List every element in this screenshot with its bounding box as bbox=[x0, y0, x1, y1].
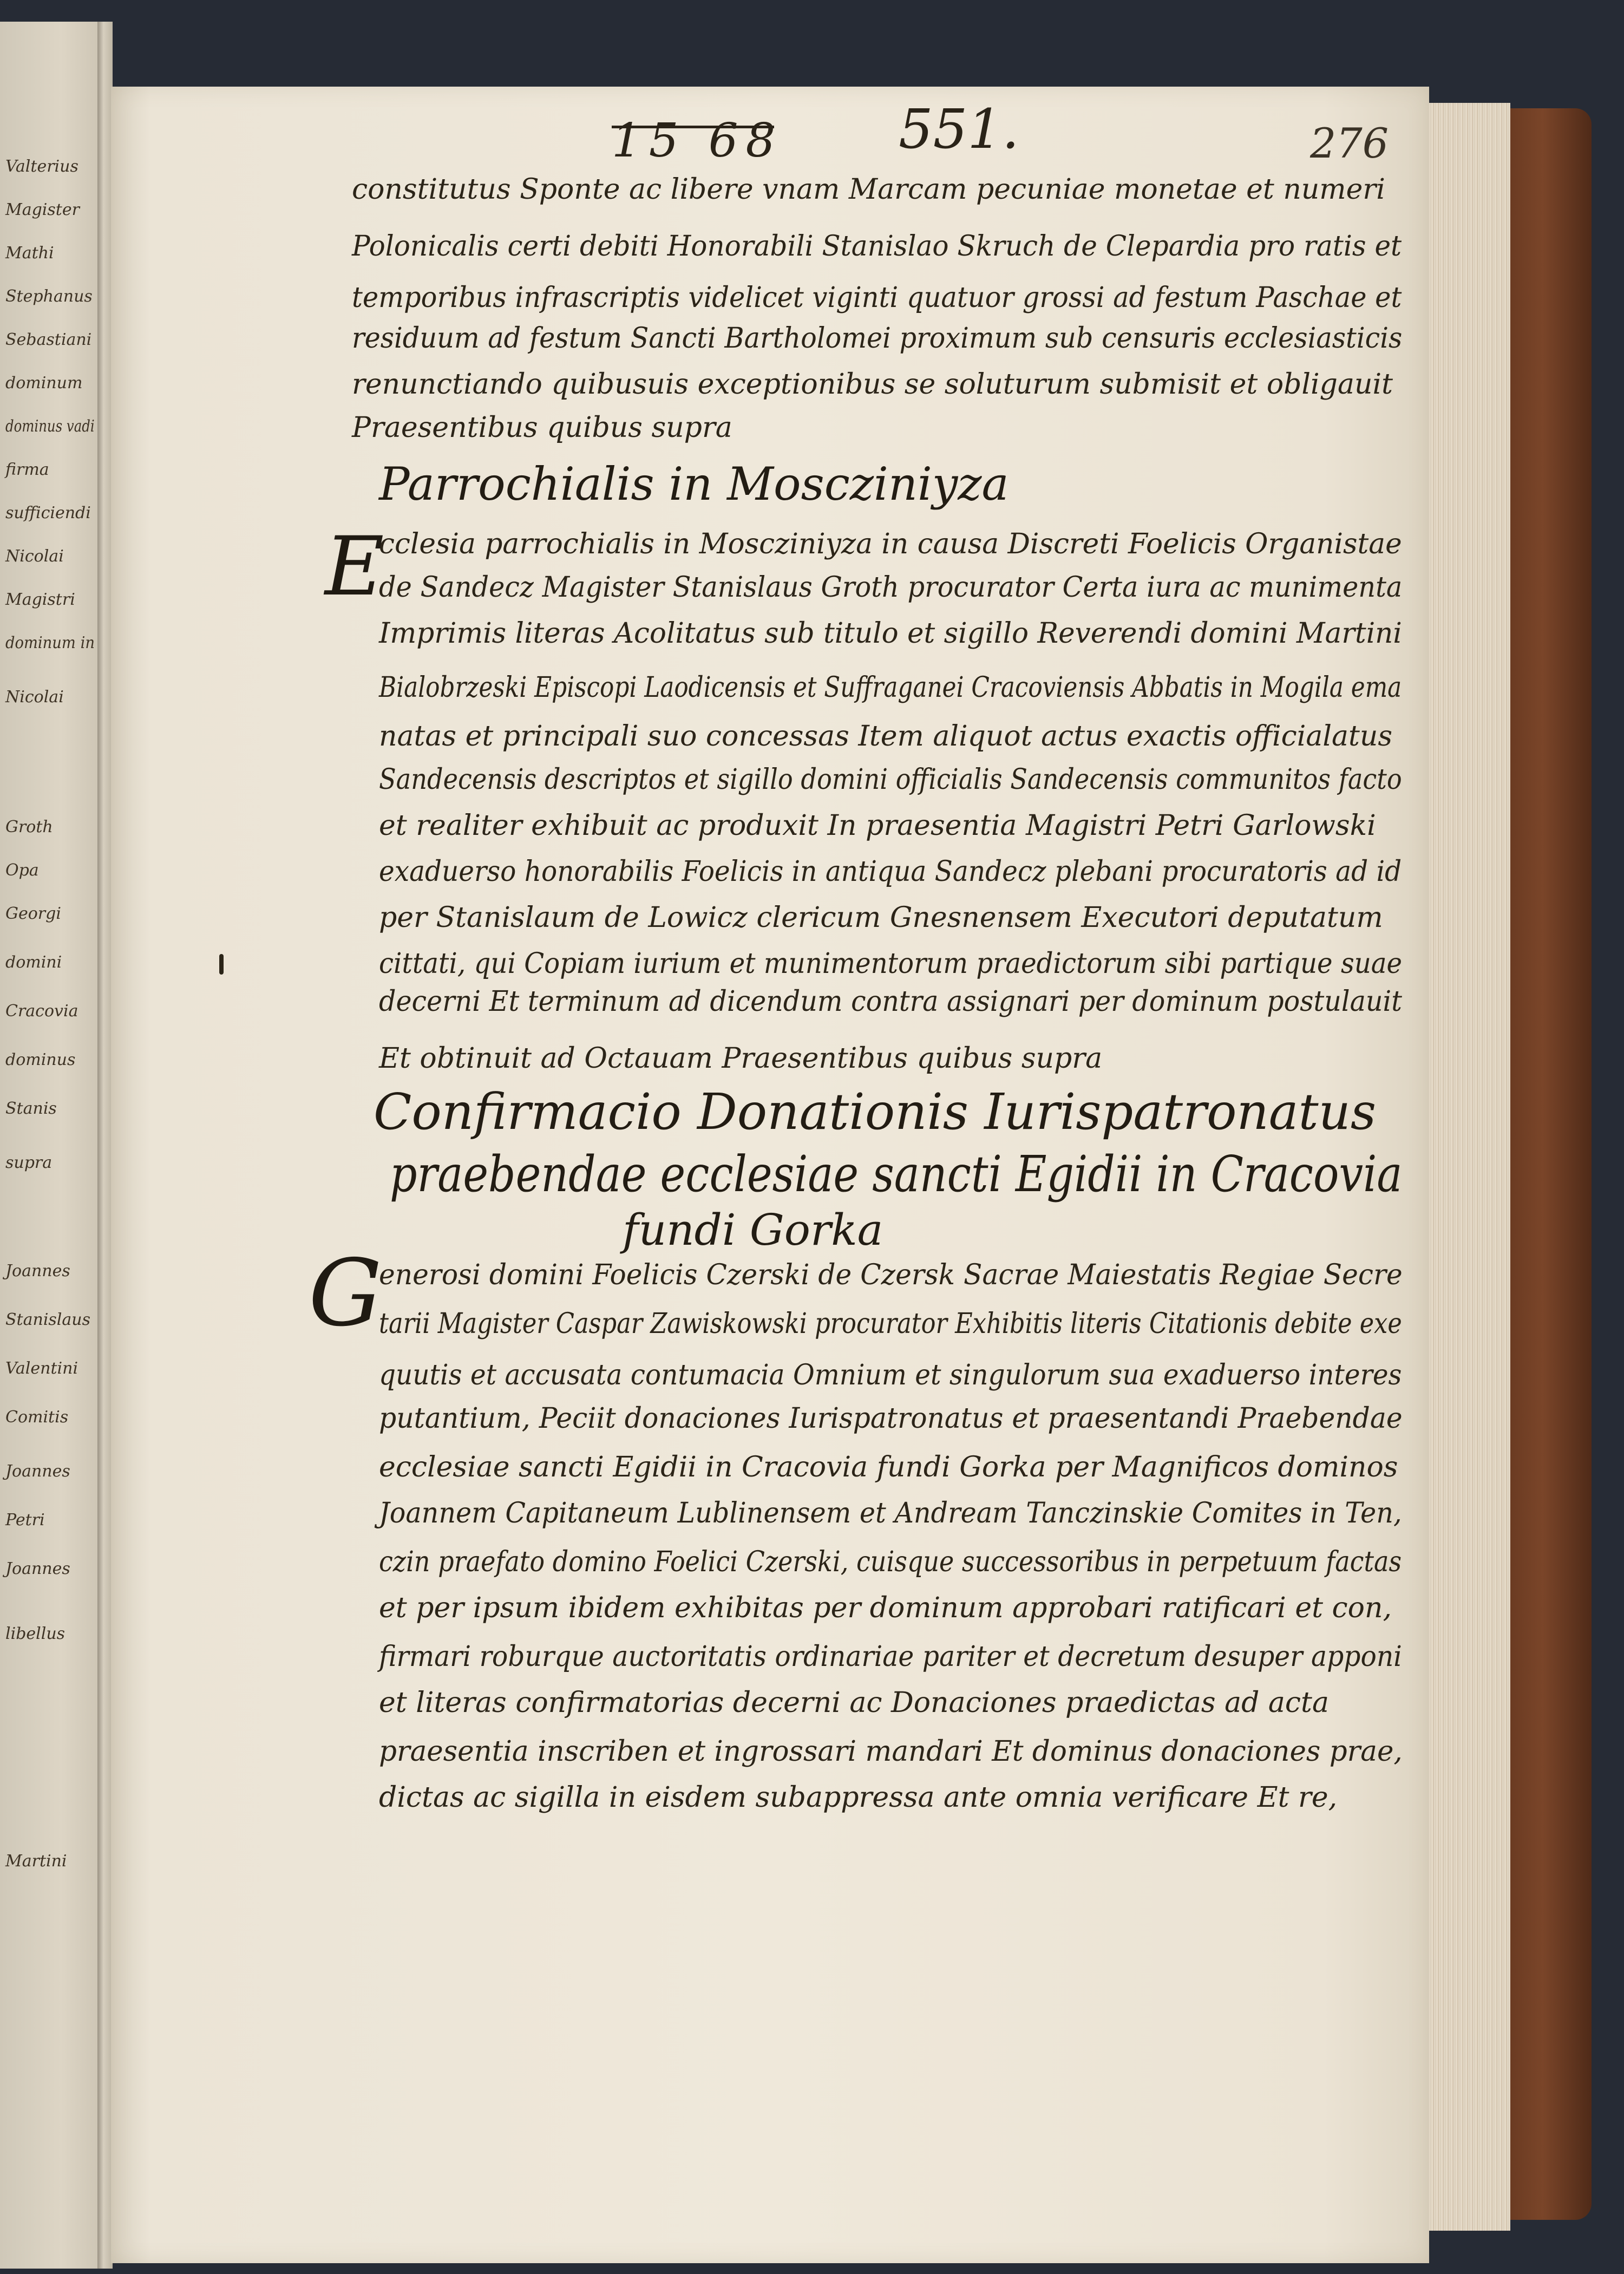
left-margin-note: Valterius bbox=[5, 157, 78, 176]
page-number: 276 bbox=[1310, 119, 1389, 167]
left-margin-note: dominum bbox=[5, 374, 83, 393]
text-line: et per ipsum ibidem exhibitas per dominum approbari ratificari et con, bbox=[379, 1592, 1392, 1624]
left-page-edge bbox=[0, 22, 111, 2269]
text-line: firmari roburque auctoritatis ordinariae pariter et decretum desuper apponi bbox=[379, 1641, 1402, 1673]
text-line: cittati, qui Copiam iurium et munimentorum praedictorum sibi partique suae bbox=[379, 948, 1403, 980]
left-margin-note: Joannes bbox=[5, 1262, 70, 1280]
text-line: temporibus infrascriptis videlicet viginti quatuor grossi ad festum Paschae et bbox=[352, 282, 1402, 314]
folio-number: 551. bbox=[899, 97, 1019, 161]
book-cover bbox=[1510, 108, 1592, 2220]
text-line: Et obtinuit ad Octauam Praesentibus quibus supra bbox=[379, 1042, 1103, 1075]
text-line: de Sandecz Magister Stanislaus Groth procurator Certa iura ac munimenta bbox=[379, 571, 1403, 604]
text-line: Praesentibus quibus supra bbox=[352, 411, 732, 444]
text-line: Joannem Capitaneum Lublinensem et Andream Tanczinskie Comites in Ten, bbox=[379, 1497, 1402, 1530]
decorated-initial: E bbox=[325, 520, 384, 614]
left-margin-note: supra bbox=[5, 1153, 53, 1172]
text-line: et literas confirmatorias decerni ac Donaciones praedictas ad acta bbox=[379, 1687, 1329, 1719]
left-margin-note: Petri bbox=[5, 1511, 45, 1530]
section-heading-line: Confirmacio Donationis Iurispatronatus bbox=[374, 1083, 1377, 1141]
text-line: per Stanislaum de Lowicz clericum Gnesnensem Executori deputatum bbox=[379, 901, 1383, 934]
section-heading-line: fundi Gorka bbox=[623, 1205, 883, 1255]
left-margin-note: dominus bbox=[5, 1050, 76, 1069]
left-margin-note: Valentini bbox=[5, 1359, 78, 1378]
left-margin-note: Comitis bbox=[5, 1408, 69, 1427]
left-margin-note: Stephanus bbox=[5, 287, 93, 306]
left-margin-note: dominus vadi bbox=[5, 417, 95, 436]
left-margin-note: Nicolai bbox=[5, 547, 64, 566]
page-edges bbox=[1429, 103, 1510, 2231]
left-margin-note: Martini bbox=[5, 1852, 67, 1871]
text-line: praesentia inscriben et ingrossari mandari Et dominus donaciones prae, bbox=[379, 1735, 1403, 1768]
left-margin-note: dominum in bbox=[5, 633, 95, 652]
left-margin-note: Cracovia bbox=[5, 1002, 78, 1021]
left-margin-note: sufficiendi bbox=[5, 504, 91, 522]
text-line: cclesia parrochialis in Moscziniyza in causa Discreti Foelicis Organistae bbox=[379, 528, 1402, 560]
text-line: natas et principali suo concessas Item aliquot actus exactis officialatus bbox=[379, 720, 1393, 753]
decorated-initial: G bbox=[309, 1240, 382, 1347]
left-margin-note: Mathi bbox=[5, 244, 54, 263]
left-margin-note: Magister bbox=[5, 200, 80, 219]
left-margin-note: Georgi bbox=[5, 904, 61, 923]
left-margin-note: firma bbox=[5, 460, 49, 479]
text-line: exaduerso honorabilis Foelicis in antiqua Sandecz plebani procuratoris ad id bbox=[379, 855, 1402, 888]
left-margin-note: Stanis bbox=[5, 1099, 57, 1118]
text-line: Imprimis literas Acolitatus sub titulo et sigillo Reverendi domini Martini bbox=[379, 617, 1402, 650]
left-margin-note: Opa bbox=[5, 861, 39, 880]
left-margin-note: Groth bbox=[5, 818, 53, 837]
left-margin-note: Nicolai bbox=[5, 688, 64, 707]
left-margin-note: Magistri bbox=[5, 590, 75, 609]
text-line: renunctiando quibusuis exceptionibus se soluturum submisit et obligauit bbox=[352, 368, 1393, 401]
text-line: czin praefato domino Foelici Czerski, cuisque successoribus in perpetuum factas bbox=[379, 1546, 1402, 1578]
text-line: Bialobrzeski Episcopi Laodicensis et Suffraganei Cracoviensis Abbatis in Mogila ema bbox=[379, 671, 1402, 704]
left-margin-note: Joannes bbox=[5, 1559, 70, 1578]
text-line: tarii Magister Caspar Zawiskowski procurator Exhibitis literis Citationis debite exe bbox=[379, 1308, 1402, 1340]
text-line: residuum ad festum Sancti Bartholomei proximum sub censuris ecclesiasticis bbox=[352, 322, 1403, 355]
text-line: quutis et accusata contumacia Omnium et singulorum sua exaduerso interes bbox=[379, 1359, 1402, 1391]
text-line: constitutus Sponte ac libere vnam Marcam pecuniae monetae et numeri bbox=[352, 173, 1385, 206]
text-line: enerosi domini Foelicis Czerski de Czersk Sacrae Maiestatis Regiae Secre bbox=[379, 1259, 1403, 1291]
margin-mark bbox=[219, 954, 224, 975]
text-line: Sandecensis descriptos et sigillo domini officialis Sandecensis communitos facto bbox=[379, 763, 1402, 796]
left-margin-note: Sebastiani bbox=[5, 330, 92, 349]
section-heading-line: praebendae ecclesiae sancti Egidii in Cracovia bbox=[390, 1145, 1403, 1203]
left-margin-note: libellus bbox=[5, 1624, 66, 1643]
left-margin-note: Stanislaus bbox=[5, 1310, 91, 1329]
text-line: putantium, Peciit donaciones Iurispatronatus et praesentandi Praebendae bbox=[379, 1402, 1403, 1435]
text-line: et realiter exhibuit ac produxit In praesentia Magistri Petri Garlowski bbox=[379, 809, 1376, 842]
text-line: Polonicalis certi debiti Honorabili Stanislao Skruch de Clepardia pro ratis et bbox=[352, 230, 1402, 263]
folio-year: 15 68 bbox=[612, 114, 783, 168]
text-line: ecclesiae sancti Egidii in Cracovia fundi Gorka per Magnificos dominos bbox=[379, 1451, 1398, 1484]
book-spine bbox=[97, 22, 113, 2269]
left-margin-note: Joannes bbox=[5, 1462, 70, 1481]
text-line: decerni Et terminum ad dicendum contra assignari per dominum postulauit bbox=[379, 985, 1402, 1018]
left-margin-note: domini bbox=[5, 953, 62, 972]
text-line: dictas ac sigilla in eisdem subappressa ante omnia verificare Et re, bbox=[379, 1781, 1338, 1814]
section-heading: Parrochialis in Moscziniyza bbox=[379, 458, 1009, 511]
